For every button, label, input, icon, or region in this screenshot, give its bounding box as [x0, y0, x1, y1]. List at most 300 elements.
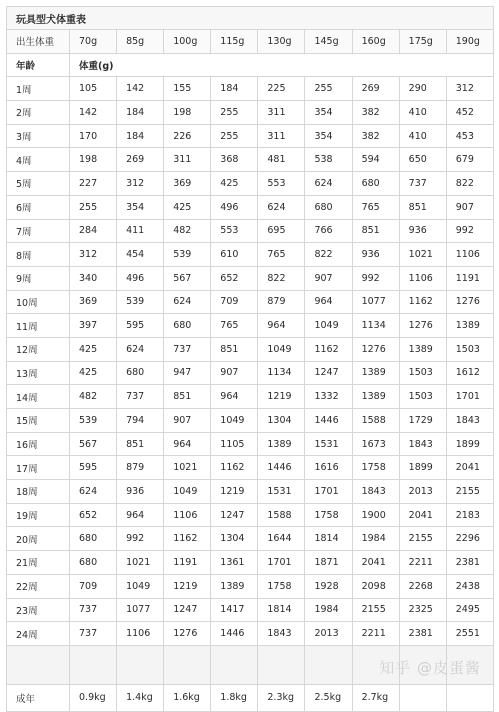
weight-cell: 737: [117, 385, 164, 409]
weight-cell: 1247: [164, 598, 211, 622]
birth-weight-cell: 100g: [164, 30, 211, 54]
weight-cell: 1758: [352, 456, 399, 480]
age-cell: 4周: [7, 148, 70, 172]
weight-cell: 1729: [399, 409, 446, 433]
age-cell: 9周: [7, 266, 70, 290]
weight-cell: 1304: [211, 527, 258, 551]
birth-weight-cell: 175g: [399, 30, 446, 54]
weight-cell: 226: [164, 124, 211, 148]
weight-cell: 142: [70, 101, 117, 125]
table-row: [7, 574, 494, 598]
weight-cell: 1049: [164, 480, 211, 504]
weight-cell: 105: [70, 77, 117, 101]
adult-weight-cell: 2.7kg: [352, 684, 399, 711]
weight-cell: 1843: [399, 432, 446, 456]
age-cell: 16周: [7, 432, 70, 456]
weight-cell: 170: [70, 124, 117, 148]
table-row: [7, 219, 494, 243]
weight-cell: 624: [70, 480, 117, 504]
table-row: [7, 243, 494, 267]
age-cell: 1周: [7, 77, 70, 101]
weight-column-header: 体重(g): [70, 53, 494, 77]
weight-cell: 1899: [446, 432, 493, 456]
table-row: [7, 195, 494, 219]
weight-cell: 312: [117, 172, 164, 196]
weight-cell: 1899: [399, 456, 446, 480]
weight-cell: 284: [70, 219, 117, 243]
weight-cell: 481: [258, 148, 305, 172]
weight-cell: 624: [258, 195, 305, 219]
weight-table-container: [6, 6, 493, 712]
adult-weight-cell: [399, 684, 446, 711]
weight-cell: 184: [211, 77, 258, 101]
weight-cell: 766: [305, 219, 352, 243]
weight-cell: 1531: [258, 480, 305, 504]
adult-weight-cell: 1.4kg: [117, 684, 164, 711]
weight-cell: 496: [117, 266, 164, 290]
weight-cell: 680: [70, 527, 117, 551]
weight-cell: 1446: [305, 409, 352, 433]
weight-cell: 1843: [446, 409, 493, 433]
weight-cell: 1219: [211, 480, 258, 504]
weight-cell: 311: [258, 124, 305, 148]
watermark: 知乎 @皮蛋酱: [379, 659, 481, 677]
weight-cell: 737: [399, 172, 446, 196]
weight-cell: 1049: [258, 337, 305, 361]
weight-cell: 553: [258, 172, 305, 196]
weight-cell: 1446: [258, 456, 305, 480]
table-row: [7, 432, 494, 456]
weight-cell: 1900: [352, 503, 399, 527]
weight-cell: 652: [211, 266, 258, 290]
spacer-cell: [7, 645, 70, 684]
weight-cell: 567: [164, 266, 211, 290]
weight-cell: 992: [446, 219, 493, 243]
weight-cell: 1612: [446, 361, 493, 385]
birth-weight-label: 出生体重: [7, 30, 70, 54]
table-row: [7, 101, 494, 125]
weight-cell: 1077: [117, 598, 164, 622]
weight-cell: 907: [446, 195, 493, 219]
weight-cell: 2551: [446, 622, 493, 646]
weight-cell: 594: [352, 148, 399, 172]
weight-cell: 2268: [399, 574, 446, 598]
birth-weight-cell: 160g: [352, 30, 399, 54]
birth-weight-cell: 130g: [258, 30, 305, 54]
weight-cell: 947: [164, 361, 211, 385]
weight-cell: 1984: [352, 527, 399, 551]
weight-cell: 650: [399, 148, 446, 172]
age-cell: 14周: [7, 385, 70, 409]
weight-cell: 1105: [211, 432, 258, 456]
weight-cell: 1361: [211, 551, 258, 575]
weight-cell: 1332: [305, 385, 352, 409]
table-row: [7, 551, 494, 575]
weight-cell: 1503: [399, 385, 446, 409]
weight-cell: 879: [117, 456, 164, 480]
weight-cell: 255: [211, 101, 258, 125]
weight-cell: 652: [70, 503, 117, 527]
weight-cell: 425: [164, 195, 211, 219]
weight-cell: 1701: [258, 551, 305, 575]
weight-cell: 567: [70, 432, 117, 456]
weight-cell: 610: [211, 243, 258, 267]
weight-cell: 851: [117, 432, 164, 456]
weight-cell: 1389: [211, 574, 258, 598]
weight-cell: 454: [117, 243, 164, 267]
weight-cell: 410: [399, 124, 446, 148]
spacer-cell: [211, 645, 258, 684]
weight-cell: 1077: [352, 290, 399, 314]
weight-cell: 936: [117, 480, 164, 504]
weight-cell: 397: [70, 314, 117, 338]
weight-cell: 1701: [446, 385, 493, 409]
birth-weight-cell: 85g: [117, 30, 164, 54]
weight-cell: 539: [70, 409, 117, 433]
weight-cell: 1389: [399, 337, 446, 361]
weight-cell: 2325: [399, 598, 446, 622]
weight-cell: 1162: [399, 290, 446, 314]
weight-cell: 1049: [117, 574, 164, 598]
weight-cell: 2438: [446, 574, 493, 598]
age-cell: 3周: [7, 124, 70, 148]
weight-cell: 964: [117, 503, 164, 527]
weight-cell: 1276: [446, 290, 493, 314]
spacer-cell: [117, 645, 164, 684]
weight-cell: 1503: [446, 337, 493, 361]
birth-weight-cell: 145g: [305, 30, 352, 54]
weight-cell: 737: [70, 622, 117, 646]
weight-cell: 340: [70, 266, 117, 290]
weight-cell: 425: [70, 337, 117, 361]
weight-cell: 964: [305, 290, 352, 314]
weight-cell: 2098: [352, 574, 399, 598]
age-cell: 21周: [7, 551, 70, 575]
weight-cell: 1276: [399, 314, 446, 338]
weight-cell: 1984: [305, 598, 352, 622]
weight-cell: 679: [446, 148, 493, 172]
weight-cell: 1616: [305, 456, 352, 480]
weight-cell: 1134: [258, 361, 305, 385]
weight-cell: 1276: [352, 337, 399, 361]
weight-cell: 709: [211, 290, 258, 314]
spacer-cell: [164, 645, 211, 684]
birth-weight-cell: 115g: [211, 30, 258, 54]
weight-cell: 382: [352, 124, 399, 148]
weight-cell: 680: [305, 195, 352, 219]
weight-cell: 1106: [399, 266, 446, 290]
weight-cell: 964: [211, 385, 258, 409]
adult-weight-cell: 2.3kg: [258, 684, 305, 711]
weight-cell: 2041: [352, 551, 399, 575]
weight-cell: 907: [211, 361, 258, 385]
weight-cell: 425: [70, 361, 117, 385]
spacer-cell: [258, 645, 305, 684]
weight-cell: 1162: [164, 527, 211, 551]
age-cell: 6周: [7, 195, 70, 219]
weight-cell: 2041: [399, 503, 446, 527]
weight-cell: 269: [117, 148, 164, 172]
weight-cell: 1871: [305, 551, 352, 575]
weight-cell: 879: [258, 290, 305, 314]
weight-cell: 312: [70, 243, 117, 267]
weight-cell: 1446: [211, 622, 258, 646]
weight-cell: 2495: [446, 598, 493, 622]
weight-cell: 1247: [211, 503, 258, 527]
weight-cell: 1758: [305, 503, 352, 527]
weight-cell: 907: [305, 266, 352, 290]
weight-cell: 482: [70, 385, 117, 409]
weight-cell: 1814: [258, 598, 305, 622]
weight-cell: 1021: [399, 243, 446, 267]
table-row: [7, 361, 494, 385]
weight-cell: 255: [70, 195, 117, 219]
weight-cell: 1219: [164, 574, 211, 598]
weight-cell: 595: [70, 456, 117, 480]
weight-cell: 2013: [399, 480, 446, 504]
weight-cell: 539: [164, 243, 211, 267]
weight-cell: 1021: [117, 551, 164, 575]
table-row: [7, 527, 494, 551]
age-cell: 13周: [7, 361, 70, 385]
weight-cell: 964: [164, 432, 211, 456]
weight-cell: 1503: [399, 361, 446, 385]
weight-cell: 354: [305, 101, 352, 125]
table-title-row: [7, 7, 494, 30]
weight-cell: 624: [164, 290, 211, 314]
weight-cell: 851: [164, 385, 211, 409]
adult-weight-cell: 1.6kg: [164, 684, 211, 711]
birth-weight-cell: 70g: [70, 30, 117, 54]
weight-cell: 1588: [352, 409, 399, 433]
table-row: [7, 77, 494, 101]
weight-cell: 737: [70, 598, 117, 622]
weight-cell: 198: [164, 101, 211, 125]
weight-cell: 936: [399, 219, 446, 243]
weight-cell: 311: [164, 148, 211, 172]
age-cell: 2周: [7, 101, 70, 125]
weight-cell: 1106: [117, 622, 164, 646]
table-row: [7, 290, 494, 314]
weight-cell: 1219: [258, 385, 305, 409]
weight-cell: 680: [70, 551, 117, 575]
weight-cell: 1389: [258, 432, 305, 456]
table-row: [7, 622, 494, 646]
weight-cell: 2155: [446, 480, 493, 504]
table-row: [7, 385, 494, 409]
weight-cell: 624: [117, 337, 164, 361]
weight-cell: 1843: [258, 622, 305, 646]
weight-cell: 1191: [446, 266, 493, 290]
age-cell: 12周: [7, 337, 70, 361]
weight-cell: 2183: [446, 503, 493, 527]
weight-cell: 2041: [446, 456, 493, 480]
age-cell: 5周: [7, 172, 70, 196]
weight-cell: 184: [117, 124, 164, 148]
adult-weight-cell: [446, 684, 493, 711]
weight-cell: 765: [258, 243, 305, 267]
weight-cell: 553: [211, 219, 258, 243]
weight-cell: 539: [117, 290, 164, 314]
weight-cell: 225: [258, 77, 305, 101]
weight-cell: 1843: [352, 480, 399, 504]
table-row: [7, 314, 494, 338]
birth-weight-row: [7, 30, 494, 54]
weight-cell: 709: [70, 574, 117, 598]
table-row: [7, 266, 494, 290]
weight-cell: 255: [305, 77, 352, 101]
weight-cell: 794: [117, 409, 164, 433]
weight-cell: 695: [258, 219, 305, 243]
table-row: [7, 456, 494, 480]
weight-cell: 907: [164, 409, 211, 433]
weight-cell: 369: [164, 172, 211, 196]
age-cell: 8周: [7, 243, 70, 267]
weight-cell: 680: [352, 172, 399, 196]
weight-cell: 2013: [305, 622, 352, 646]
weight-cell: 964: [258, 314, 305, 338]
weight-cell: 482: [164, 219, 211, 243]
age-cell: 7周: [7, 219, 70, 243]
age-cell: 22周: [7, 574, 70, 598]
weight-cell: 411: [117, 219, 164, 243]
weight-cell: 155: [164, 77, 211, 101]
weight-cell: 312: [446, 77, 493, 101]
table-row: [7, 598, 494, 622]
age-cell: 20周: [7, 527, 70, 551]
weight-cell: 184: [117, 101, 164, 125]
weight-cell: 1417: [211, 598, 258, 622]
table-row: [7, 337, 494, 361]
age-cell: 17周: [7, 456, 70, 480]
weight-cell: 1191: [164, 551, 211, 575]
weight-cell: 851: [211, 337, 258, 361]
weight-cell: 1276: [164, 622, 211, 646]
age-column-header: 年龄: [7, 53, 70, 77]
weight-cell: 2381: [399, 622, 446, 646]
weight-cell: 680: [164, 314, 211, 338]
weight-cell: 227: [70, 172, 117, 196]
weight-cell: 538: [305, 148, 352, 172]
age-weight-header-row: [7, 53, 494, 77]
weight-cell: 1247: [305, 361, 352, 385]
adult-weight-cell: 2.5kg: [305, 684, 352, 711]
age-cell: 10周: [7, 290, 70, 314]
weight-cell: 1758: [258, 574, 305, 598]
weight-cell: 992: [117, 527, 164, 551]
weight-cell: 2155: [352, 598, 399, 622]
weight-cell: 1106: [164, 503, 211, 527]
weight-cell: 1588: [258, 503, 305, 527]
spacer-cell: [70, 645, 117, 684]
weight-cell: 595: [117, 314, 164, 338]
weight-cell: 453: [446, 124, 493, 148]
weight-cell: 680: [117, 361, 164, 385]
spacer-cell: [305, 645, 352, 684]
weight-cell: 1644: [258, 527, 305, 551]
adult-label: 成年: [7, 684, 70, 711]
weight-cell: 1162: [211, 456, 258, 480]
age-cell: 24周: [7, 622, 70, 646]
weight-cell: 269: [352, 77, 399, 101]
weight-cell: 1106: [446, 243, 493, 267]
weight-cell: 1701: [305, 480, 352, 504]
weight-cell: 822: [258, 266, 305, 290]
weight-cell: 1531: [305, 432, 352, 456]
table-row: [7, 480, 494, 504]
weight-cell: 2296: [446, 527, 493, 551]
weight-cell: 1304: [258, 409, 305, 433]
weight-cell: 992: [352, 266, 399, 290]
birth-weight-cell: 190g: [446, 30, 493, 54]
toy-dog-weight-table: [6, 6, 494, 712]
weight-cell: 822: [446, 172, 493, 196]
weight-cell: 822: [305, 243, 352, 267]
weight-cell: 2211: [352, 622, 399, 646]
table-row: [7, 148, 494, 172]
age-cell: 11周: [7, 314, 70, 338]
adult-weight-cell: 1.8kg: [211, 684, 258, 711]
age-cell: 18周: [7, 480, 70, 504]
weight-cell: 1389: [446, 314, 493, 338]
weight-cell: 369: [70, 290, 117, 314]
table-row: [7, 124, 494, 148]
adult-row: [7, 684, 494, 711]
table-row: [7, 503, 494, 527]
weight-cell: 425: [211, 172, 258, 196]
weight-cell: 851: [399, 195, 446, 219]
weight-cell: 354: [117, 195, 164, 219]
weight-cell: 1021: [164, 456, 211, 480]
weight-cell: 255: [211, 124, 258, 148]
weight-cell: 737: [164, 337, 211, 361]
weight-cell: 382: [352, 101, 399, 125]
table-title: 玩具型犬体重表: [7, 7, 494, 30]
age-cell: 23周: [7, 598, 70, 622]
weight-cell: 452: [446, 101, 493, 125]
age-cell: 19周: [7, 503, 70, 527]
weight-cell: 1049: [305, 314, 352, 338]
adult-weight-cell: 0.9kg: [70, 684, 117, 711]
weight-cell: 2155: [399, 527, 446, 551]
weight-cell: 765: [211, 314, 258, 338]
weight-cell: 496: [211, 195, 258, 219]
weight-cell: 1049: [211, 409, 258, 433]
weight-cell: 354: [305, 124, 352, 148]
weight-cell: 368: [211, 148, 258, 172]
age-cell: 15周: [7, 409, 70, 433]
weight-cell: 1928: [305, 574, 352, 598]
weight-cell: 851: [352, 219, 399, 243]
weight-cell: 1814: [305, 527, 352, 551]
weight-cell: 311: [258, 101, 305, 125]
weight-cell: 290: [399, 77, 446, 101]
weight-cell: 410: [399, 101, 446, 125]
weight-cell: 1389: [352, 385, 399, 409]
weight-cell: 142: [117, 77, 164, 101]
table-row: [7, 409, 494, 433]
weight-cell: 198: [70, 148, 117, 172]
table-row: [7, 172, 494, 196]
weight-cell: 936: [352, 243, 399, 267]
weight-cell: 1134: [352, 314, 399, 338]
weight-cell: 1162: [305, 337, 352, 361]
weight-cell: 2211: [399, 551, 446, 575]
weight-cell: 2381: [446, 551, 493, 575]
weight-cell: 765: [352, 195, 399, 219]
weight-cell: 1389: [352, 361, 399, 385]
weight-cell: 1673: [352, 432, 399, 456]
